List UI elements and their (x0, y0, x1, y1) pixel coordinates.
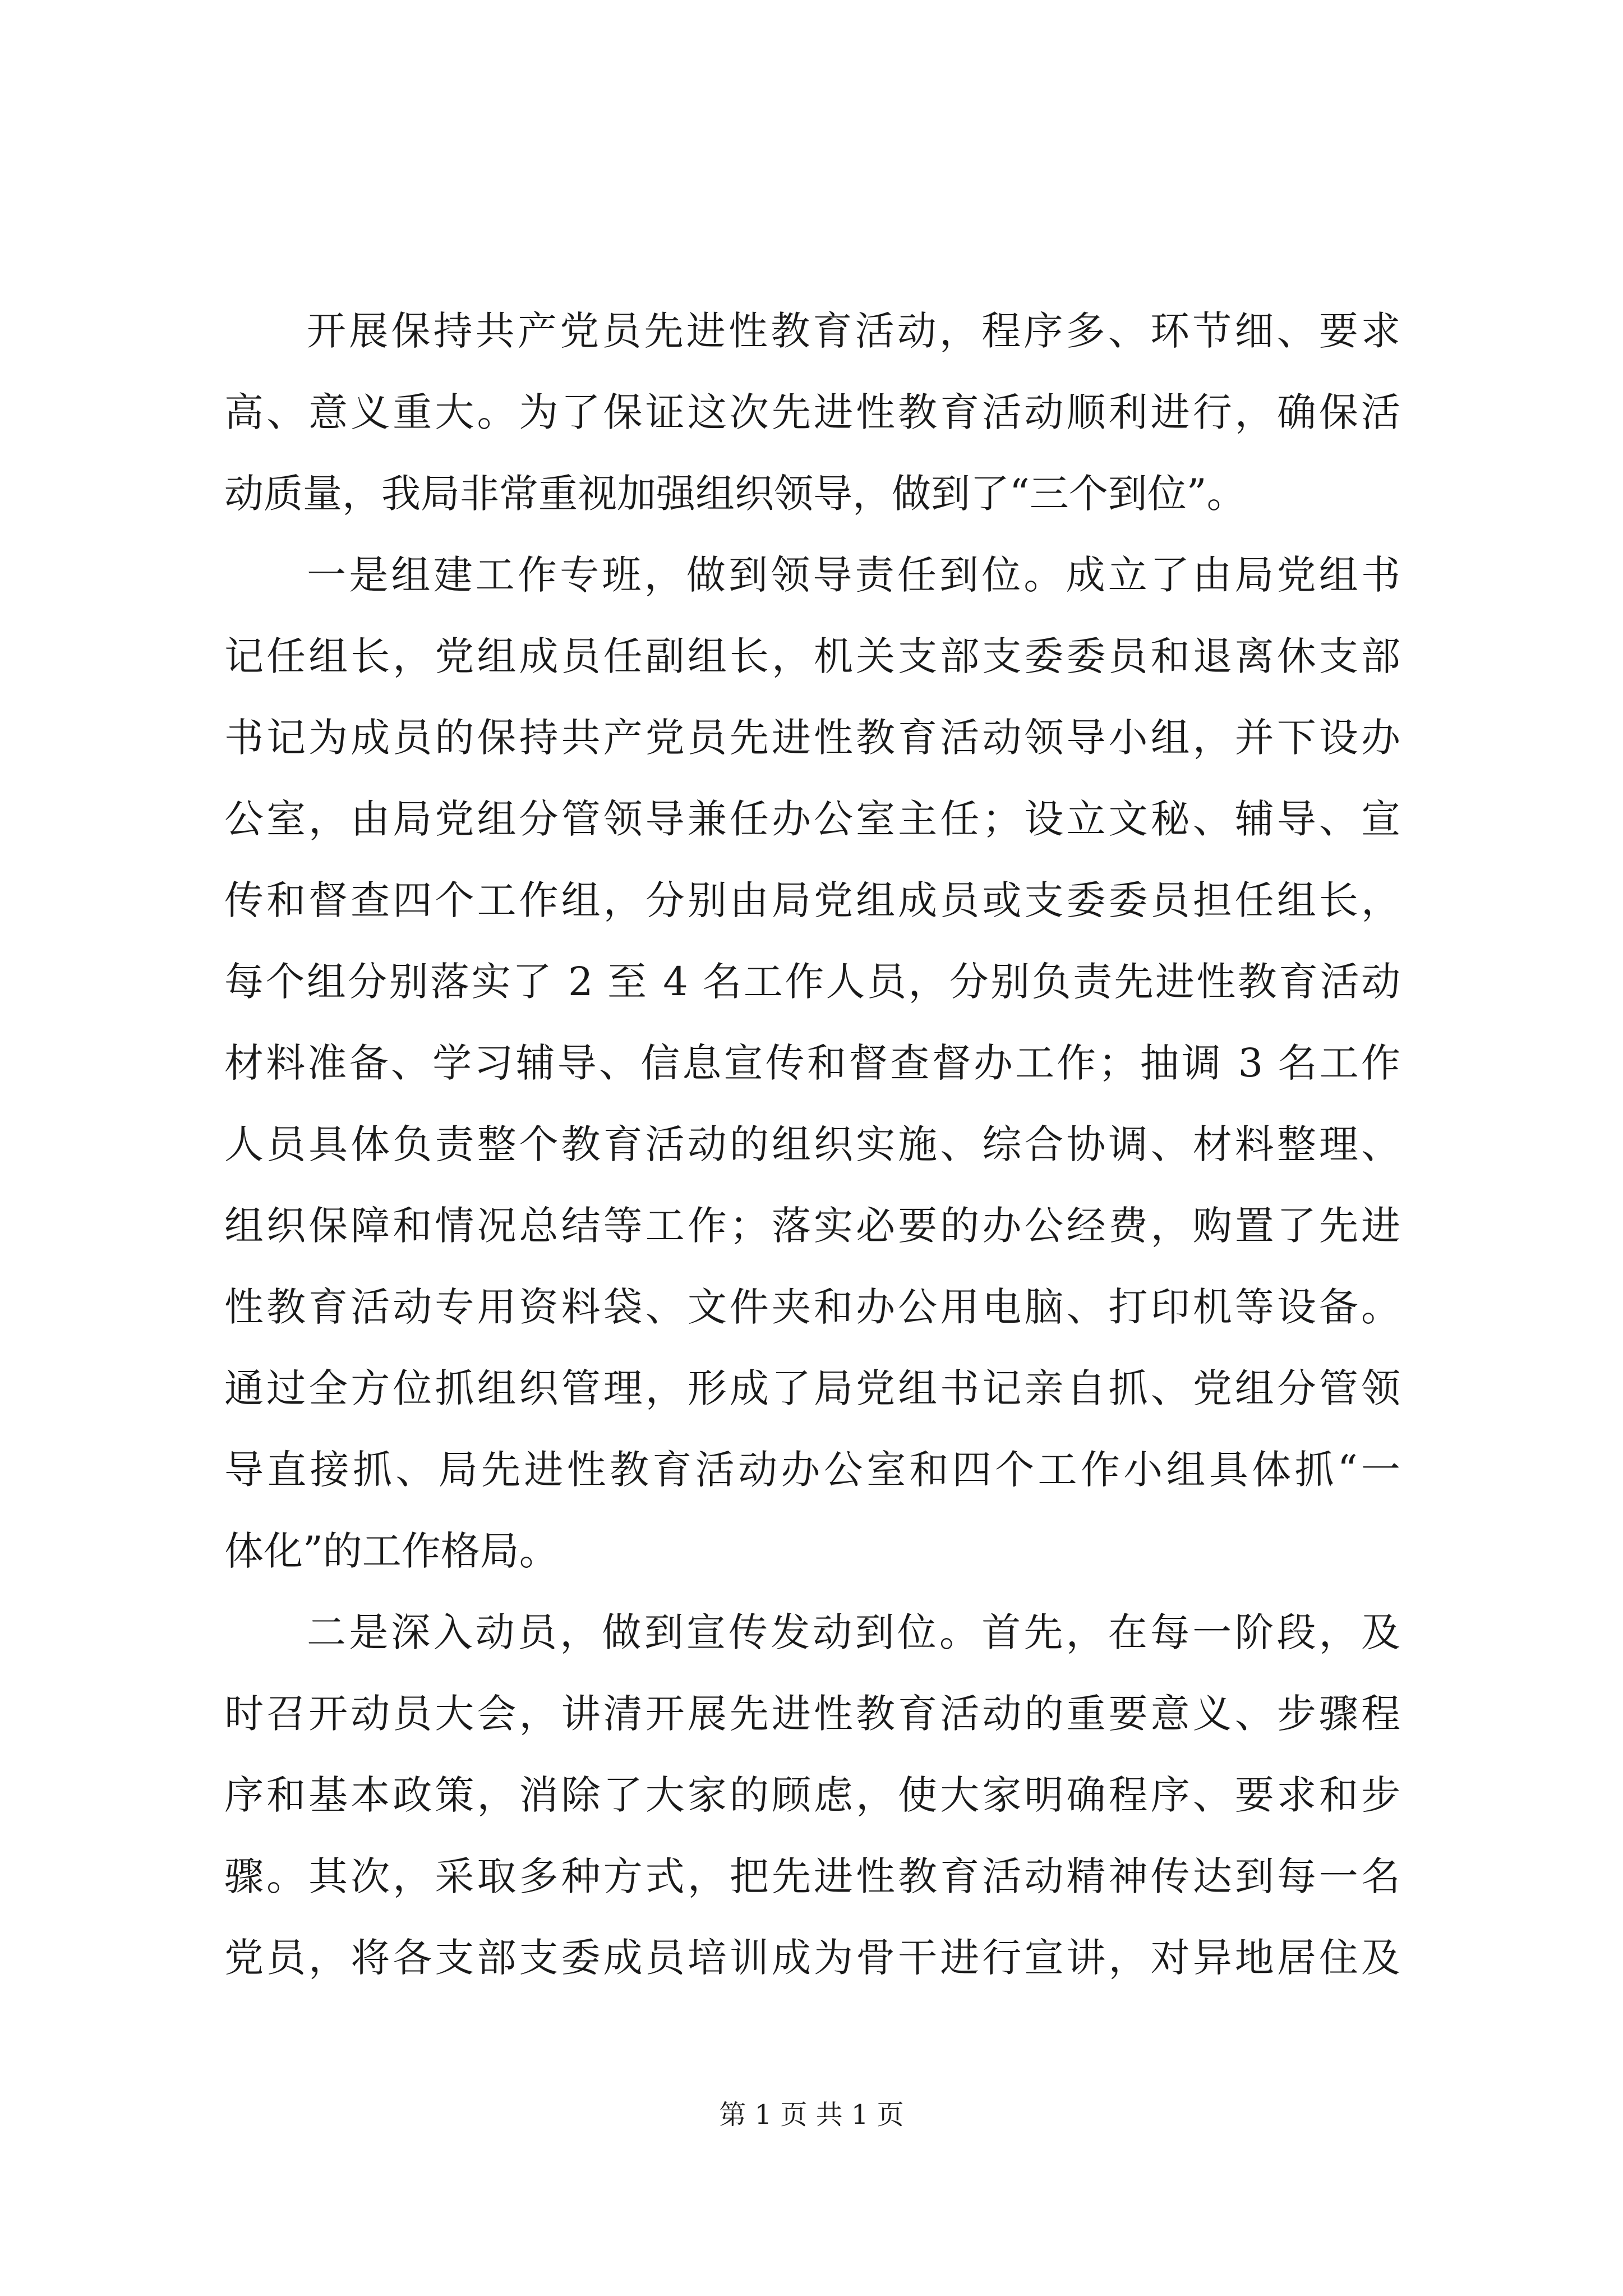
text-line: 动质量，我局非常重视加强组织领导，做到了“三个到位”。 (224, 471, 1246, 517)
text-line: 公室，由局党组分管领导兼任办公室主任；设立文秘、辅导、宣 (224, 796, 1400, 842)
page-number: 第 1 页 共 1 页 (719, 2099, 904, 2131)
text-line: 通过全方位抓组织管理，形成了局党组书记亲自抓、党组分管领 (224, 1365, 1400, 1411)
text-line: 时召开动员大会，讲清开展先进性教育活动的重要意义、步骤程 (224, 1691, 1400, 1737)
text-line: 体化”的工作格局。 (224, 1528, 559, 1574)
paragraph (224, 291, 1400, 535)
page-footer (0, 2098, 1623, 2132)
text-line: 人员具体负责整个教育活动的组织实施、综合协调、材料整理、 (224, 1121, 1400, 1167)
text-line: 组织保障和情况总结等工作；落实必要的办公经费，购置了先进 (224, 1203, 1400, 1249)
paragraph (224, 535, 1400, 1592)
text-line: 骤。其次，采取多种方式，把先进性教育活动精神传达到每一名 (224, 1853, 1400, 1899)
text-line: 序和基本政策，消除了大家的顾虑，使大家明确程序、要求和步 (224, 1772, 1400, 1818)
text-line: 一是组建工作专班，做到领导责任到位。成立了由局党组书 (307, 552, 1400, 598)
paragraph (224, 1592, 1400, 1999)
text-line: 开展保持共产党员先进性教育活动，程序多、环节细、要求 (307, 308, 1400, 354)
text-line: 导直接抓、局先进性教育活动办公室和四个工作小组具体抓“一 (224, 1447, 1400, 1493)
text-line: 材料准备、学习辅导、信息宣传和督查督办工作；抽调 3 名工作 (224, 1040, 1400, 1086)
text-line: 书记为成员的保持共产党员先进性教育活动领导小组，并下设办 (224, 715, 1400, 761)
text-line: 传和督查四个工作组，分别由局党组成员或支委委员担任组长， (224, 877, 1400, 923)
text-line: 记任组长，党组成员任副组长，机关支部支委委员和退离休支部 (224, 633, 1400, 679)
text-line: 党员，将各支部支委成员培训成为骨干进行宣讲，对异地居住及 (224, 1935, 1400, 1981)
text-line: 二是深入动员，做到宣传发动到位。首先，在每一阶段，及 (307, 1609, 1400, 1655)
text-line: 每个组分别落实了 2 至 4 名工作人员，分别负责先进性教育活动 (224, 959, 1400, 1005)
text-line: 性教育活动专用资料袋、文件夹和办公用电脑、打印机等设备。 (224, 1284, 1400, 1330)
text-line: 高、意义重大。为了保证这次先进性教育活动顺利进行，确保活 (224, 389, 1400, 435)
document-body (224, 291, 1400, 1999)
